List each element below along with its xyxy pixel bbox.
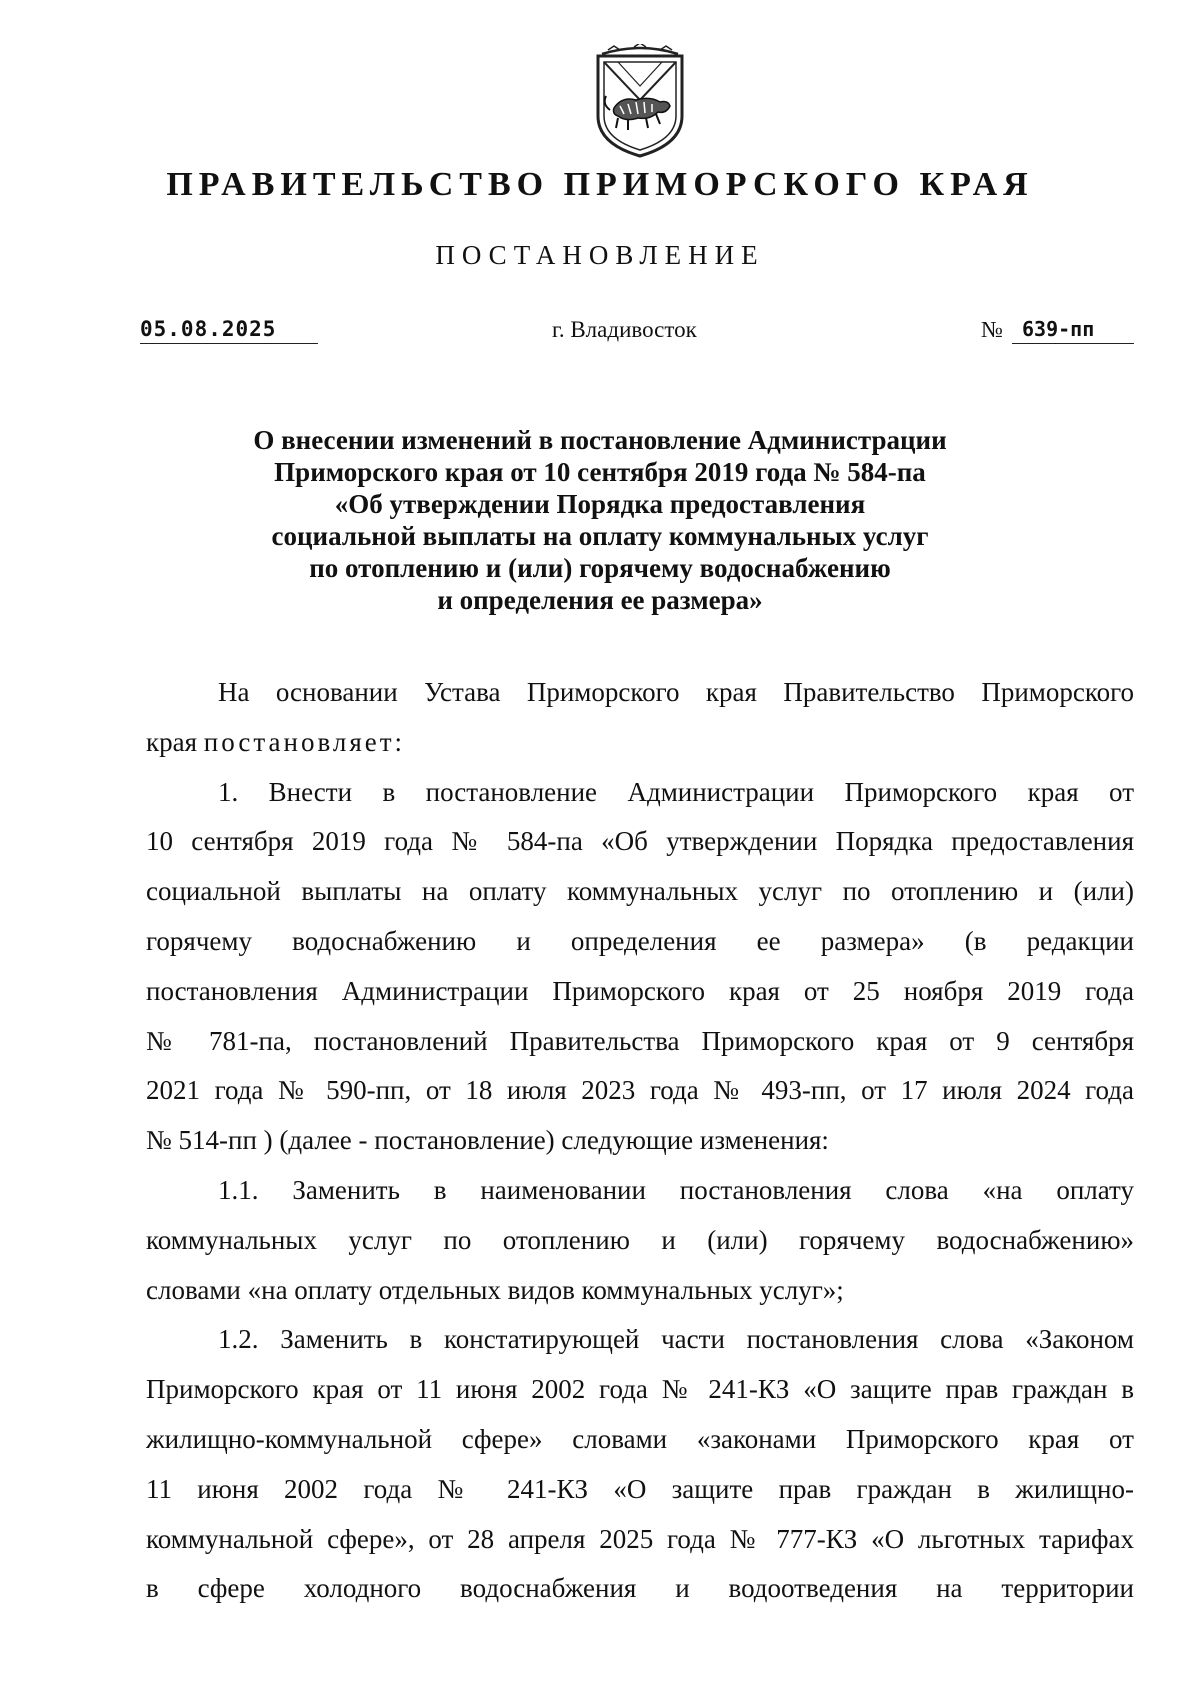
body-line: 2021 года № 590-пп, от 18 июля 2023 года № 493-пп, от 17 июля 2024 года (146, 1075, 1134, 1106)
body-line: 1.1. Заменить в наименовании постановления слова «на оплату (218, 1174, 1134, 1205)
body-line: горячему водоснабжению и определения ее размера» (в редакции (146, 925, 1134, 956)
body-line: На основании Устава Приморского края Правительство Приморского (218, 677, 1134, 707)
body-line: постановления Администрации Приморского края от 25 ноября 2019 года (146, 975, 1134, 1006)
title-line: О внесении изменений в постановление Администрации (253, 425, 947, 455)
body-line: коммунальной сфере», от 28 апреля 2025 года № 777-КЗ «О льготных тарифах (146, 1523, 1134, 1554)
body-line: 1.2. Заменить в констатирующей части постановления слова «Законом (218, 1324, 1134, 1355)
title-line: социальной выплаты на оплату коммунальных услуг (271, 521, 929, 551)
body-line: № 514-пп ) (далее - постановление) следующие изменения: (146, 1125, 829, 1156)
document-type: ПОСТАНОВЛЕНИЕ (435, 240, 765, 270)
body-line: жилищно-коммунальной сфере» словами «законами Приморского края от (146, 1423, 1134, 1454)
number-sign: № (981, 317, 1003, 342)
body-line: в сфере холодного водоснабжения и водоотведения на территории (146, 1573, 1134, 1604)
body-line: коммунальных услуг по отоплению и (или) горячему водоснабжению» (146, 1224, 1134, 1255)
body-line: 10 сентября 2019 года № 584-па «Об утверждении Порядка предоставления (146, 826, 1134, 857)
body-line: словами «на оплату отдельных видов коммунальных услуг»; (146, 1274, 844, 1305)
coat-of-arms-emblem (588, 44, 692, 158)
resolves-word: постановляет: (203, 726, 406, 757)
organization-name: ПРАВИТЕЛЬСТВО ПРИМОРСКОГО КРАЯ (166, 166, 1034, 203)
title-line: и определения ее размера» (437, 585, 763, 615)
body-line: Приморского края от 11 июня 2002 года № 241-КЗ «О защите прав граждан в (146, 1374, 1134, 1405)
title-line: Приморского края от 10 сентября 2019 года № 584-па (274, 457, 926, 487)
document-city: г. Владивосток (552, 317, 697, 342)
body-line (146, 718, 1134, 768)
document-body (146, 668, 1134, 1614)
document-title (150, 424, 1050, 616)
title-line: по отоплению и (или) горячему водоснабжению (309, 553, 891, 583)
document-date: 05.08.2025 (140, 317, 318, 344)
body-line: социальной выплаты на оплату коммунальных услуг по отоплению и (или) (146, 876, 1134, 907)
document-number: 639-пп (1012, 317, 1134, 344)
body-line: 1. Внести в постановление Администрации Приморского края от (218, 776, 1134, 807)
body-line: 11 июня 2002 года № 241-КЗ «О защите прав граждан в жилищно- (146, 1473, 1134, 1504)
body-line: № 781-па, постановлений Правительства Приморского края от 9 сентября (146, 1025, 1134, 1056)
body-text: края (146, 726, 198, 757)
title-line: «Об утверждении Порядка предоставления (334, 489, 866, 519)
